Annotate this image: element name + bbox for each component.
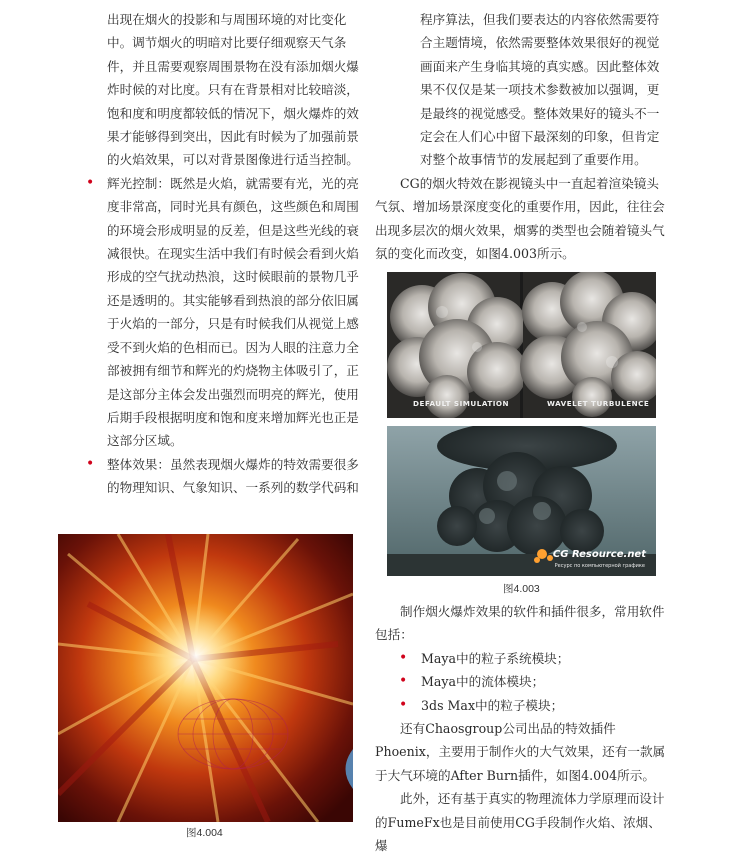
bullet-glow bbox=[86, 172, 359, 453]
figure-4003-top-image bbox=[387, 272, 656, 418]
bullet-dot-icon: • bbox=[399, 649, 408, 666]
bullet-overall-text: 整体效果：虽然表现烟火爆炸的特效需要很多的物理知识、气象知识、一系列的数学代码和 bbox=[107, 456, 359, 496]
smoke-simulation-comparison bbox=[387, 272, 656, 418]
software-item-maya-fluids bbox=[375, 670, 670, 693]
figure-4004-caption: 图4.004 bbox=[186, 827, 223, 839]
smoke-paragraph: CG的烟火特效在影视镜头中一直起着渲染镜头气氛、增加场景深度变化的重要作用，因此，往往会出现多层次的烟火效果，烟雾的类型也会随着镜头气氛的变化而改变，如图4.003所示。 bbox=[375, 176, 665, 262]
right-column-top bbox=[420, 8, 670, 172]
right-column-bottom bbox=[375, 600, 670, 857]
figure-4003-bottom-image bbox=[387, 426, 656, 576]
software-item-text: Maya中的流体模块； bbox=[421, 674, 545, 690]
phoenix-paragraph: 还有Chaosgroup公司出品的特效插件Phoenix，主要用于制作火的大气效果，还有一款属于大气环境的After Burn插件，如图4.004所示。 bbox=[375, 721, 666, 783]
bullet-dot-icon: • bbox=[399, 696, 408, 713]
bullet-dot-icon: • bbox=[86, 174, 95, 191]
software-item-text: Maya中的粒子系统模块； bbox=[421, 650, 570, 666]
figure-4003-caption: 图4.003 bbox=[503, 583, 540, 595]
intro-paragraph: 出现在烟火的投影和与周围环境的对比变化中。调节烟火的明暗对比要仔细观察天气条件，并且需要观察周围景物在没有添加烟火爆炸时候的对比度。只有在背景相对比较暗淡，饱和度和明度都较低的情况下，烟火爆炸的效果才能够得到突出，因此有时候为了加强前景的火焰效果，可以对背景图像进行适当控制。 bbox=[107, 12, 359, 168]
software-item-3dsmax-particles bbox=[375, 694, 670, 717]
continuation-paragraph: 程序算法，但我们要表达的内容依然需要符合主题情境，依然需要整体效果很好的视觉画面来产生身临其境的真实感。因此整体效果不仅仅是某一项技术参数被加以强调，更是最终的视觉感受。整体效果好的镜头不一定会在人们心中留下最深刻的印象，但肯定对整个故事情节的发展起到了重要作用。 bbox=[420, 12, 660, 168]
watermark-subtitle: Ресурс по компьютерной графике bbox=[554, 563, 645, 569]
software-item-maya-particles bbox=[375, 647, 670, 670]
right-column-middle bbox=[375, 172, 670, 266]
bullet-dot-icon: • bbox=[399, 673, 408, 690]
label-default-simulation: DEFAULT SIMULATION bbox=[413, 399, 510, 408]
software-intro-paragraph: 制作烟火爆炸效果的软件和插件很多，常用软件包括： bbox=[375, 604, 665, 643]
fumefx-paragraph: 此外，还有基于真实的物理流体力学原理而设计的FumeFx也是目前使用CG手段制作火焰、浓烟、爆 bbox=[375, 791, 665, 854]
bullet-overall bbox=[86, 453, 359, 500]
label-wavelet-turbulence: WAVELET TURBULENCE bbox=[547, 399, 650, 408]
fire-explosion-illustration bbox=[58, 534, 353, 822]
watermark-title: CG Resource.net bbox=[552, 549, 646, 560]
bullet-glow-text: 辉光控制：既然是火焰，就需要有光，光的亮度非常高，同时光具有颜色，这些颜色和周围的环境会形成明显的反差，但是这些光线的衰减很快。在现实生活中我们有时候会看到火焰形成的空气扰动热浪，这时候眼前的景物几乎还是透明的。其实能够看到热浪的部分依旧属于火焰的一部分，只是有时候我们从视觉上感受不到火焰的色相而已。因为人眼的注意力全部被拥有细节和辉光的灼烧物主体吸引了，正是这部分主体会发出强烈而明亮的辉光，使用后期手段根据明度和饱和度来增加辉光也正是这部分区域。 bbox=[107, 175, 359, 449]
software-item-text: 3ds Max中的粒子模块； bbox=[421, 697, 564, 713]
left-column bbox=[86, 8, 359, 500]
figure-4004-image bbox=[58, 534, 353, 822]
bullet-dot-icon: • bbox=[86, 455, 95, 472]
